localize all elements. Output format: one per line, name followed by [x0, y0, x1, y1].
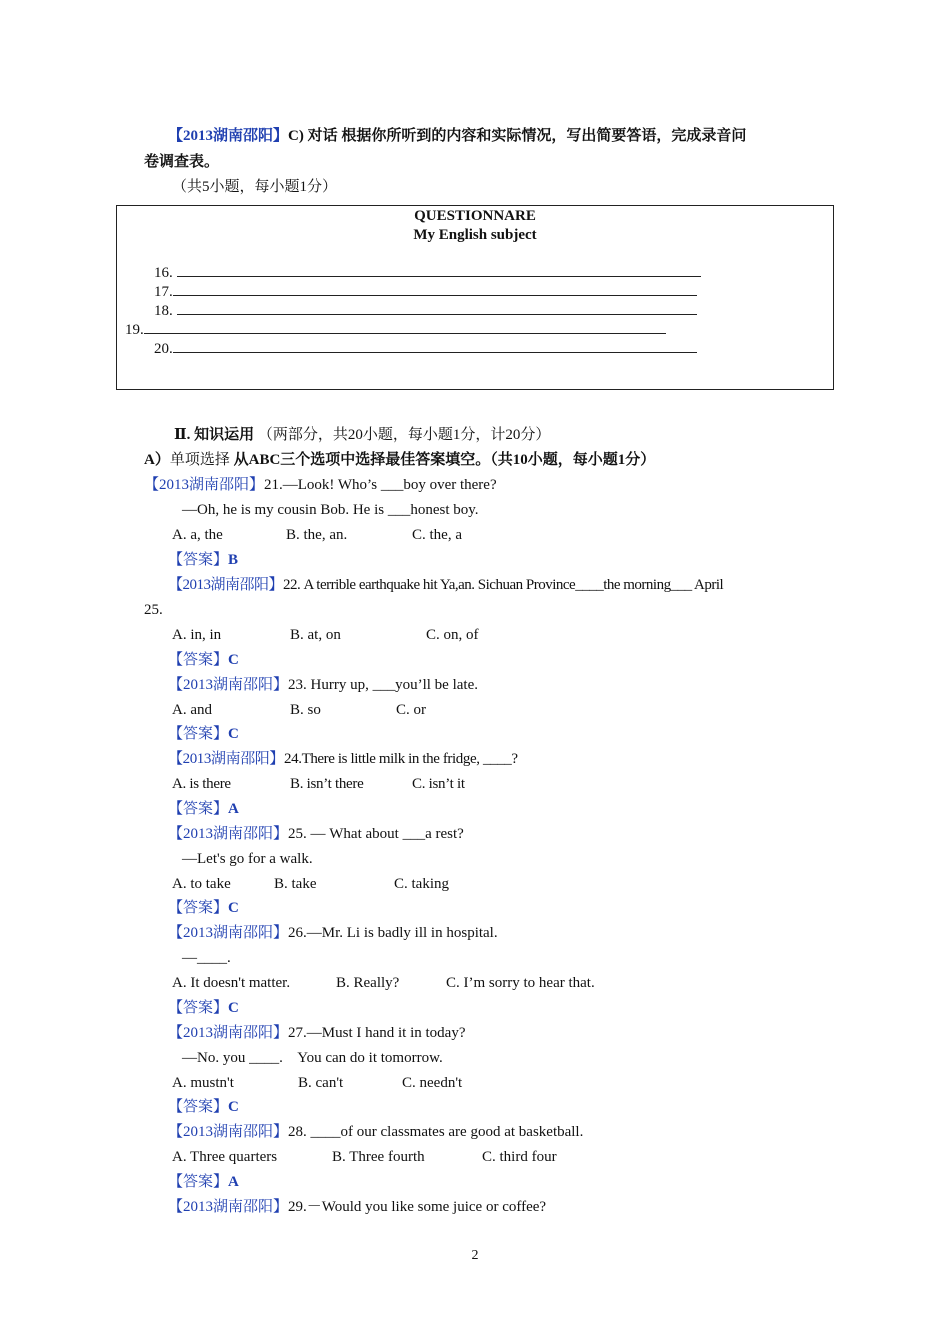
part2-heading — [174, 425, 550, 445]
question-text: 21.—Look! Who’s ___boy over there? — [264, 477, 497, 493]
questionnaire-line-16[interactable]: 16. — [154, 262, 701, 283]
question-tag: 【2013湖南邵阳】 — [168, 1124, 289, 1140]
question-25-answer: 【答案】C — [168, 900, 239, 916]
question-25-line2: —Let's go for a walk. — [182, 851, 313, 867]
question-23-option-a: A. and — [172, 702, 212, 718]
part2-a-heading — [144, 450, 655, 470]
question-22-line2: 25. — [144, 602, 163, 618]
question-24-stem — [168, 749, 518, 769]
question-21-stem — [144, 475, 497, 495]
question-21-option-a: A. a, the — [172, 527, 223, 543]
question-text: 27.—Must I hand it in today? — [288, 1025, 466, 1041]
question-27-line2: —No. you ____. You can do it tomorrow. — [182, 1050, 443, 1066]
part2-a-label: A） — [144, 452, 170, 468]
question-23-answer: 【答案】C — [168, 726, 239, 742]
question-26-stem — [168, 923, 498, 943]
questionnaire-line-20[interactable]: 20. — [154, 338, 697, 359]
question-23-option-c: C. or — [396, 702, 426, 718]
question-text: 28. ____of our classmates are good at basketball. — [288, 1124, 584, 1140]
questionnaire-line-18[interactable]: 18. — [154, 300, 697, 321]
question-26-option-a: A. It doesn't matter. — [172, 975, 291, 991]
question-21-option-c: C. the, a — [412, 527, 462, 543]
question-tag: 【2013湖南邵阳】 — [168, 1199, 289, 1215]
question-tag: 【2013湖南邵阳】 — [168, 751, 285, 767]
questionnaire-box — [116, 205, 834, 390]
questionnaire-line-19[interactable]: 19. — [125, 319, 666, 340]
question-27-option-b: B. can't — [298, 1075, 344, 1091]
question-text: 25. — What about ___a rest? — [288, 826, 464, 842]
questionnaire-subtitle: My English subject — [413, 227, 537, 243]
question-text: 22. A terrible earthquake hit Ya,an. Sichuan Province____the morning___ April — [283, 577, 724, 593]
question-25-stem — [168, 824, 464, 844]
part2-title: Ⅱ. 知识运用 — [174, 427, 255, 443]
question-tag: 【2013湖南邵阳】 — [168, 677, 289, 693]
questionnaire-title: QUESTIONNARE — [414, 208, 536, 224]
question-28-option-b: B. Three fourth — [332, 1149, 425, 1165]
question-24-option-b: B. isn’t there — [290, 776, 364, 792]
question-tag: 【2013湖南邵阳】 — [168, 1025, 289, 1041]
question-text: 23. Hurry up, ___you’ll be late. — [288, 677, 478, 693]
question-tag: 【2013湖南邵阳】 — [168, 925, 289, 941]
question-26-answer: 【答案】C — [168, 1000, 239, 1016]
question-28-option-a: A. Three quarters — [172, 1149, 278, 1165]
question-26-option-c: C. I’m sorry to hear that. — [446, 975, 595, 991]
question-25-option-c: C. taking — [394, 876, 449, 892]
question-23-option-b: B. so — [290, 702, 321, 718]
section-c-title-cont: 卷调查表。 — [144, 154, 220, 170]
question-27-option-c: C. needn't — [402, 1075, 463, 1091]
question-21-answer: 【答案】B — [168, 552, 239, 568]
question-26-line2: —____. — [182, 950, 231, 966]
question-24-answer: 【答案】A — [168, 801, 239, 817]
part2-a-instruction: 从ABC三个选项中选择最佳答案填空。（共10小题，每小题1分） — [233, 452, 656, 468]
question-24-option-c: C. isn’t it — [412, 776, 465, 792]
question-28-answer: 【答案】A — [168, 1174, 239, 1190]
section-c-note: （共5小题，每小题1分） — [172, 179, 338, 195]
question-tag: 【2013湖南邵阳】 — [168, 826, 289, 842]
section-c-title: C) 对话 根据你所听到的内容和实际情况，写出简要答语，完成录音问 — [288, 128, 747, 144]
page-number: 2 — [471, 1248, 479, 1263]
question-text: 24.There is little milk in the fridge, ____? — [284, 751, 518, 767]
question-25-option-b: B. take — [274, 876, 317, 892]
question-27-stem — [168, 1023, 466, 1043]
question-22-answer: 【答案】C — [168, 652, 239, 668]
question-26-option-b: B. Really? — [336, 975, 400, 991]
question-28-stem — [168, 1122, 583, 1142]
question-21-option-b: B. the, an. — [286, 527, 348, 543]
question-22-stem — [168, 575, 723, 595]
questionnaire-line-17[interactable]: 17. — [154, 281, 697, 302]
question-29-stem — [168, 1197, 546, 1217]
part2-note: （两部分，共20小题，每小题1分，计20分） — [257, 427, 551, 443]
question-25-option-a: A. to take — [172, 876, 231, 892]
question-21-line2: —Oh, he is my cousin Bob. He is ___honest boy. — [182, 502, 479, 518]
question-27-answer: 【答案】C — [168, 1099, 239, 1115]
question-tag: 【2013湖南邵阳】 — [144, 477, 265, 493]
question-24-option-a: A. is there — [172, 776, 231, 792]
question-tag: 【2013湖南邵阳】 — [168, 577, 284, 593]
section-c-header — [168, 126, 746, 146]
part2-a-title: 单项选择 — [169, 452, 230, 468]
question-text: 29.－Would you like some juice or coffee? — [288, 1199, 547, 1215]
question-22-option-a: A. in, in — [172, 627, 222, 643]
source-tag: 【2013湖南邵阳】 — [168, 128, 289, 144]
question-23-stem — [168, 675, 478, 695]
question-28-option-c: C. third four — [482, 1149, 557, 1165]
question-22-option-b: B. at, on — [290, 627, 341, 643]
question-text: 26.—Mr. Li is badly ill in hospital. — [288, 925, 498, 941]
question-22-option-c: C. on, of — [426, 627, 479, 643]
question-27-option-a: A. mustn't — [172, 1075, 234, 1091]
